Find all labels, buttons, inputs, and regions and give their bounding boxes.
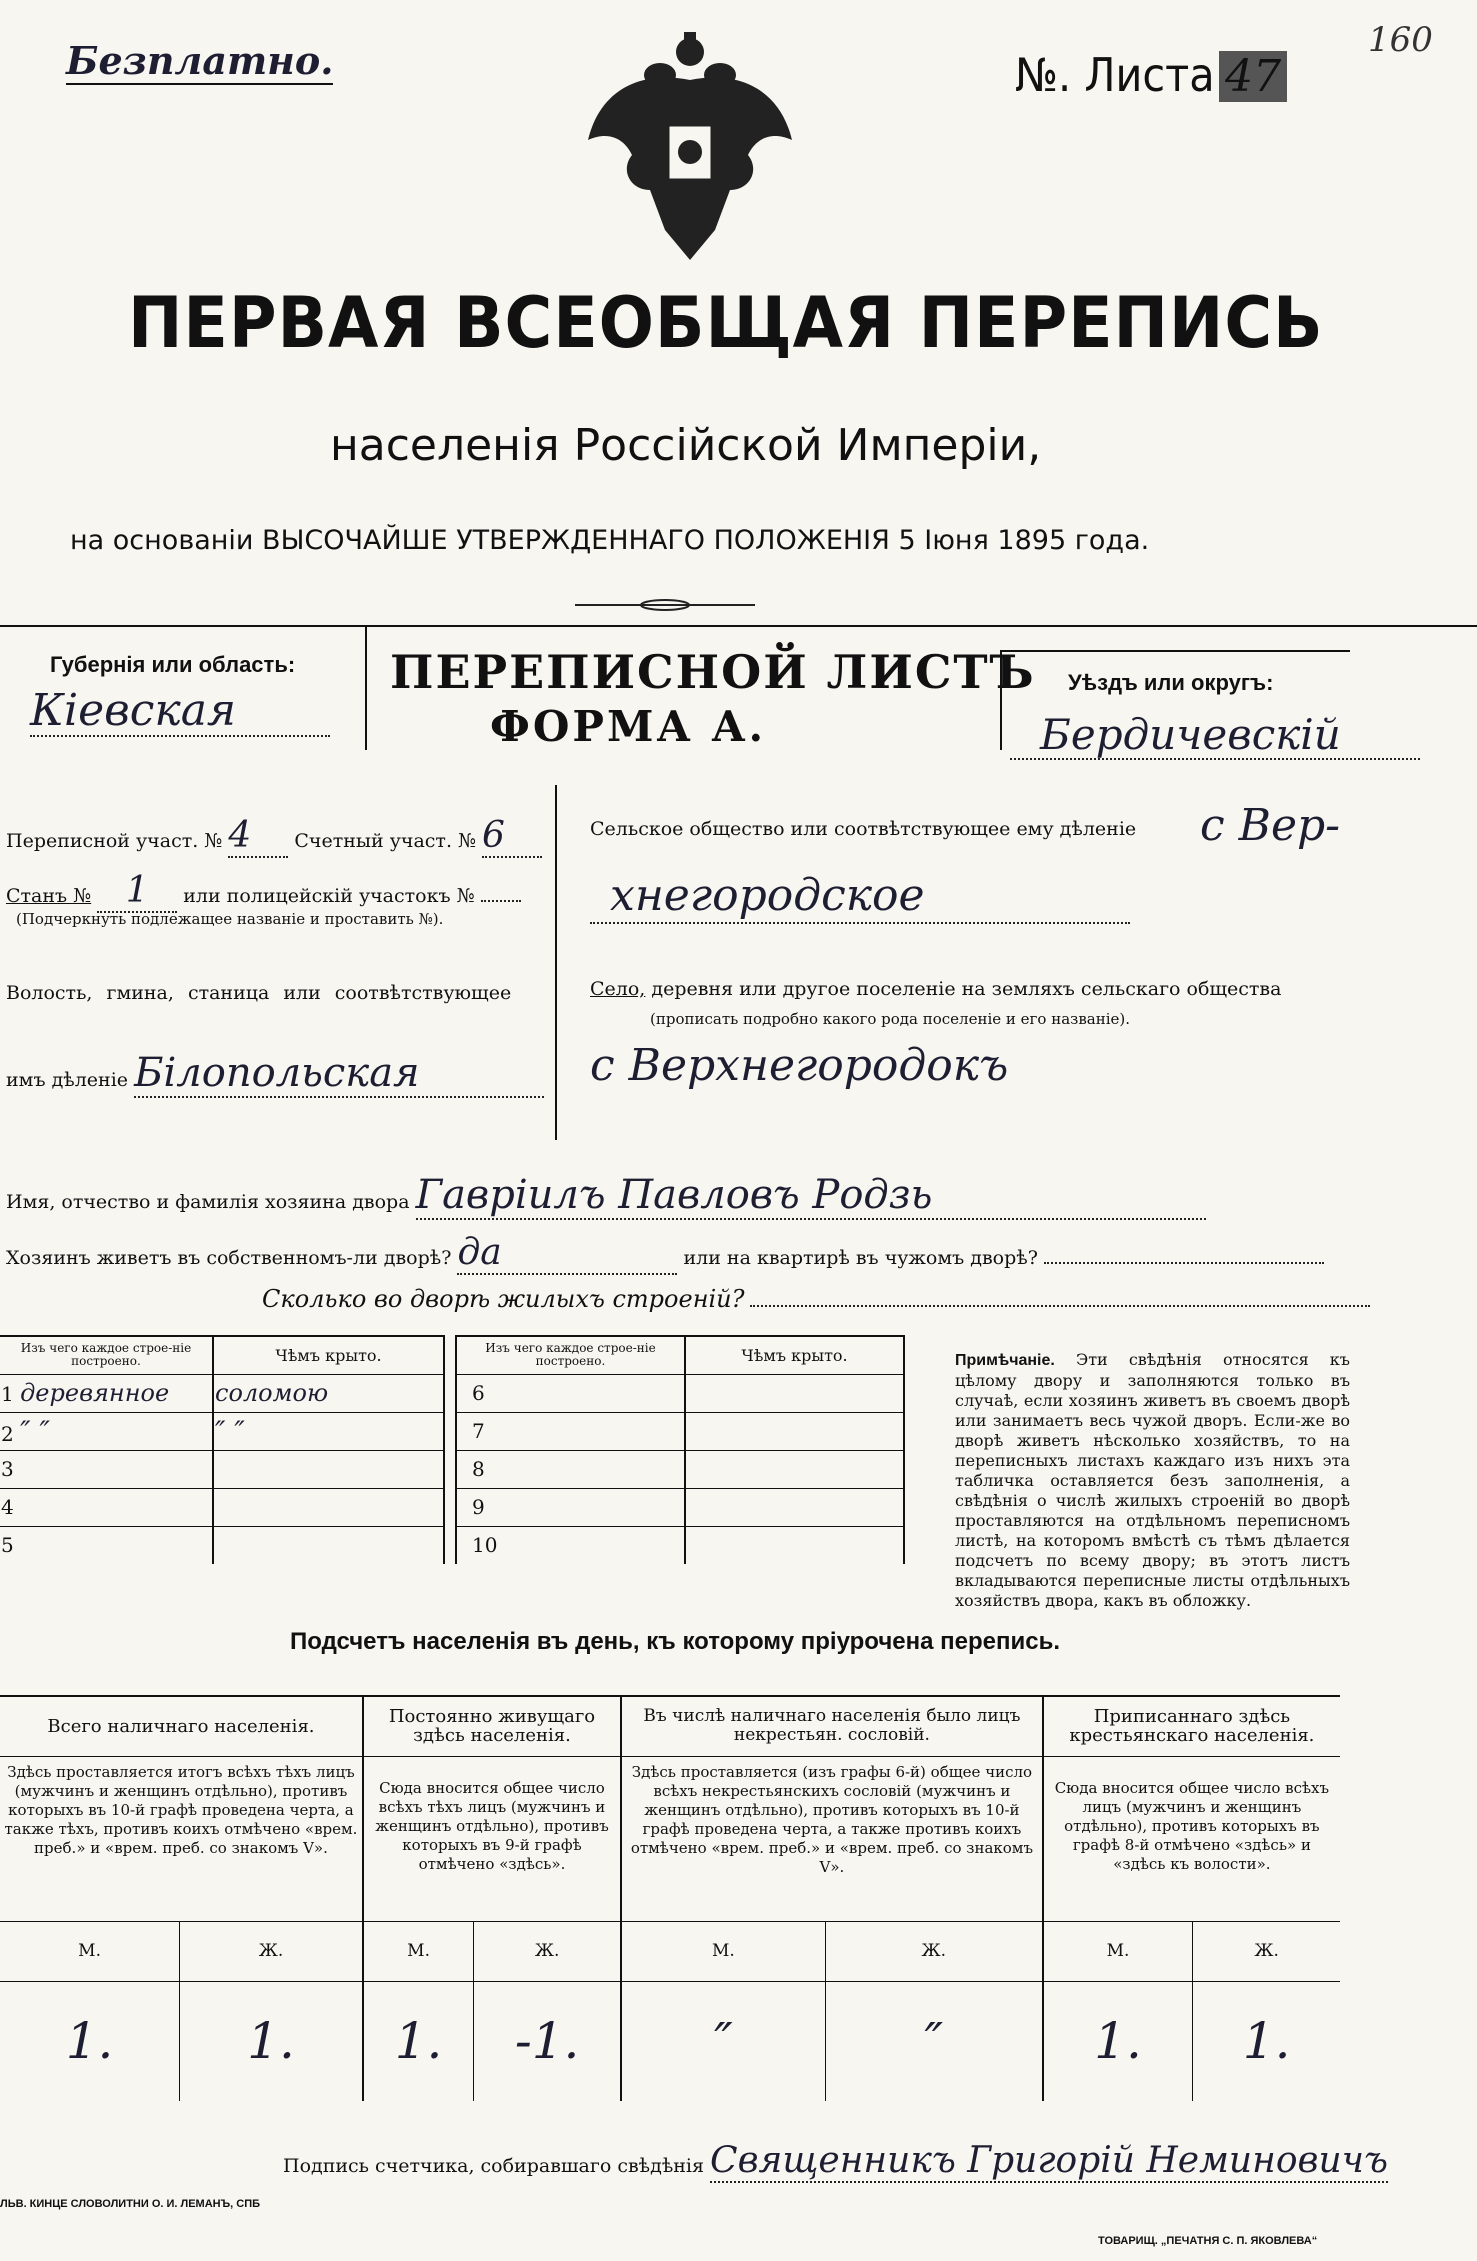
village-note: (прописать подробно какого рода поселеніе и его названіе). [650,1010,1130,1028]
printer-left: ЛЬВ. КИНЦЕ СЛОВОЛИТНИ О. И. ЛЕМАНЪ, СПБ [0,2198,261,2210]
pop-col1-m-label: М. [0,1921,180,1981]
province-dots [30,735,330,737]
roof-value: ″ ″ [213,1412,444,1450]
table-row [456,1488,904,1526]
population-title: Подсчетъ населенія въ день, къ которому пріурочена перепись. [290,1628,1060,1655]
row-number: 5 [1,1533,14,1558]
col-material-header: Изъ чего каждое строе-ніе построено. [0,1336,213,1374]
society-value-2: хнегородское [610,870,925,921]
form-top-rule [0,625,1477,627]
pop-col4-header: Приписаннаго здѣсь крестьянскаго населенія. [1043,1696,1340,1756]
pop-col1-header: Всего наличнаго населенія. [0,1696,363,1756]
owner-name-value: Гавріилъ Павловъ Родзь [416,1172,1206,1220]
volost-value: Білопольская [134,1050,544,1098]
table-row [0,1526,444,1564]
society-value-1: с Вер- [1200,800,1341,851]
owner-name-label: Имя, отчество и фамилія хозяина двора [6,1191,410,1213]
province-label: Губернія или область: [50,652,296,677]
stan-note: (Подчеркнуть подлежащее названіе и проставить №). [16,910,444,928]
pop-col3-m-value: ″ [621,1981,825,2101]
col-roof-header: Чѣмъ крыто. [685,1336,904,1374]
table-row [456,1526,904,1564]
note-label: Примѣчаніе. [955,1352,1055,1369]
material-value: ″ ″ [20,1414,50,1448]
row-number: 7 [456,1412,685,1450]
block-divider [555,785,557,1140]
pop-col1-m-value: 1. [0,1981,180,2101]
pop-col3-desc: Здѣсь проставляется (изъ графы 6-й) общее число всѣхъ некрестьянскихъ сословій (мужчинъ и женщинъ отдѣльно), противъ которыхъ въ 10-й графѣ проведена черта, а также противъ коихъ отмѣчено «врем. преб.» и «врем. преб. со знакомъ V». [621,1756,1043,1921]
police-label: или полицейскій участокъ № [183,885,475,907]
own-yard-row [6,1232,1324,1275]
col-roof-header: Чѣмъ крыто. [213,1336,444,1374]
village-value: с Верхнегородокъ [590,1040,1009,1091]
society-label: Сельское общество или соотвѣтствующее ему дѣленіе [590,818,1137,840]
buildings-question-row [262,1285,1370,1313]
census-title: ПЕРВАЯ ВСЕОБЩАЯ ПЕРЕПИСЬ [128,282,1324,364]
table-row [0,1374,444,1412]
sheet-number [1015,48,1287,102]
table-row [0,1450,444,1488]
sheet-number-label: №. Листа [1015,48,1215,102]
pop-col3-header: Въ числѣ наличнаго населенія было лицъ некрестьян. сословій. [621,1696,1043,1756]
table-row [0,1412,444,1450]
form-divider-left [365,625,367,750]
pop-col4-m-value: 1. [1043,1981,1193,2101]
row-number: 4 [1,1495,14,1519]
ornament-divider [575,596,755,608]
volost-label-1: Волость, гмина, станица или соотвѣтствующее [6,982,512,1004]
census-basis: на основаніи ВЫСОЧАЙШЕ УТВЕРЖДЕННАГО ПОЛОЖЕНІЯ 5 Іюня 1895 года. [70,525,1150,556]
census-area-value: 4 [228,815,288,858]
pop-col2-header: Постоянно живущаго здѣсь населенія. [363,1696,621,1756]
own-yard-value: да [457,1232,677,1275]
owner-name-row [6,1172,1206,1220]
buildings-table-right [455,1335,905,1564]
province-value: Кіевская [30,685,237,736]
stan-value: 1 [97,870,177,913]
row-number: 2 [1,1421,14,1446]
pop-col3-f-value: ″ [825,1981,1042,2101]
note-text: Эти свѣдѣнія относятся къ цѣлому двору и заполняются только въ случаѣ, если хозяинъ живетъ въ своемъ дворѣ или занимаетъ весь чужой дворъ. Если-же во дворѣ живетъ нѣсколько хозяйствъ, то на переписныхъ листахъ каждаго изъ нихъ эта табличка оставляется безъ заполненія, а свѣдѣнія о числѣ жилыхъ строеній во дворѣ проставляются на отдѣльномъ переписномъ листѣ, на которомъ вмѣстѣ съ тѣмъ дѣлается подсчетъ по всему двору; въ этотъ листъ вкладываются переписные листы отдѣльныхъ хозяйствъ двора, какъ въ обложку. [955,1350,1350,1610]
form-title: ПЕРЕПИСНОЙ ЛИСТЪ [390,645,1036,699]
district-value: Бердичевскій [1040,710,1341,759]
village-label-rest: деревня или другое поселеніе на земляхъ сельскаго общества [651,978,1282,1000]
pop-col1-f-value: 1. [180,1981,363,2101]
village-row [590,978,1281,1000]
pop-col3-f-label: Ж. [825,1921,1042,1981]
sheet-number-value: 47 [1219,51,1287,102]
pop-col2-desc: Сюда вносится общее число всѣхъ тѣхъ лицъ (мужчинъ и женщинъ отдѣльно), противъ которыхъ въ 9-й графѣ отмѣчено «здѣсь». [363,1756,621,1921]
signature-label: Подпись счетчика, собиравшаго свѣдѣнія [283,2155,704,2177]
roof-value: соломою [213,1374,444,1412]
table-row [456,1374,904,1412]
count-area-value: 6 [482,815,542,858]
pop-col2-f-value: -1. [474,1981,621,2101]
table-row [456,1412,904,1450]
census-area-row [6,815,542,858]
pop-col4-f-value: 1. [1242,2011,1291,2070]
own-yard-label: Хозяинъ живетъ въ собственномъ-ли дворѣ? [6,1247,452,1269]
pop-col1-desc: Здѣсь проставляется итогъ всѣхъ тѣхъ лицъ (мужчинъ и женщинъ отдѣльно), противъ которыхъ въ 10-й графѣ проведена черта, а также тѣхъ, противъ коихъ отмѣчено «врем. преб.» и «врем. преб. со знакомъ V». [0,1756,363,1921]
pop-col3-m-label: М. [621,1921,825,1981]
signature-row [283,2140,1388,2183]
table-row [0,1488,444,1526]
free-label: Безплатно. [66,38,334,83]
count-area-label: Счетный участ. № [294,830,476,852]
row-number: 3 [1,1457,14,1481]
row-number: 8 [456,1450,685,1488]
col-material-header: Изъ чего каждое строе-ніе построено. [456,1336,685,1374]
signature-value: Священникъ Григорій Неминовичъ [710,2140,1389,2181]
pop-col4-m-label: М. [1043,1921,1193,1981]
form-right-rule [1000,650,1350,652]
row-number: 1 [1,1382,14,1406]
row-number: 9 [456,1488,685,1526]
material-value: деревянное [20,1379,170,1407]
pop-col4-desc: Сюда вносится общее число всѣхъ лицъ (мужчинъ и женщинъ отдѣльно), противъ которыхъ въ графѣ 8-й отмѣчено «здѣсь» и «здѣсь къ волости». [1043,1756,1340,1921]
table-row [456,1450,904,1488]
population-table [0,1695,1340,2101]
pop-col2-m-value: 1. [363,1981,474,2101]
pop-col2-f-label: Ж. [474,1921,621,1981]
printer-right: ТОВАРИЩ. „ПЕЧАТНЯ С. П. ЯКОВЛЕВА“ [1098,2235,1318,2247]
buildings-question: Сколько во дворѣ жилыхъ строеній? [262,1285,745,1313]
coat-of-arms-emblem [580,30,800,270]
district-label: Уѣздъ или округъ: [1068,670,1274,695]
village-label-underlined: Село, [590,978,646,1000]
rent-label: или на квартирѣ въ чужомъ дворѣ? [683,1247,1038,1269]
stan-row [6,870,521,913]
society-dots [590,922,1130,924]
volost-label-2: имъ дѣленіе [6,1069,129,1091]
census-subtitle: населенія Россійской Имперіи, [330,420,1042,471]
row-number: 10 [456,1526,685,1564]
volost-row [6,1050,544,1098]
pop-col2-m-label: М. [363,1921,474,1981]
buildings-table-left [0,1335,445,1564]
district-dots [1010,758,1420,760]
corner-number: 160 [1368,20,1433,60]
double-headed-eagle-icon [580,30,800,270]
stan-label: Станъ № [6,885,92,907]
row-number: 6 [456,1374,685,1412]
pop-col4-f-label: Ж. [1193,1921,1340,1981]
form-subtitle: ФОРМА А. [490,702,767,751]
note-block [955,1350,1350,1611]
pop-col1-f-label: Ж. [180,1921,363,1981]
census-area-label: Переписной участ. № [6,830,223,852]
